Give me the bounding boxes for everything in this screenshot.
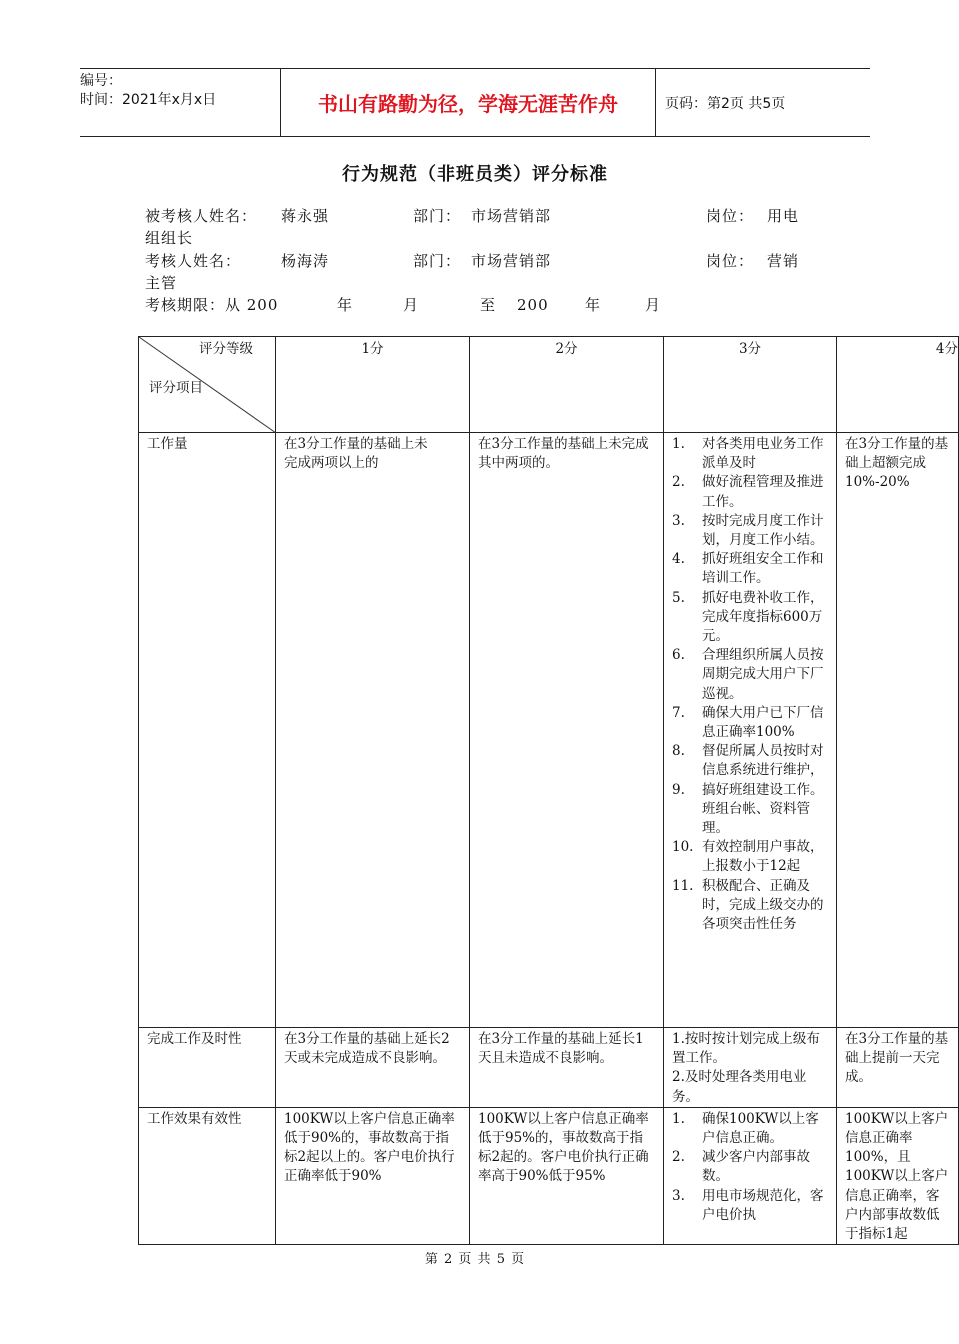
assessee-label: 被考核人姓名：: [145, 207, 258, 225]
assessor-label: 考核人姓名：: [145, 252, 242, 270]
header-score-2: 2分: [470, 337, 664, 433]
list-item: 6. 合理组织所属人员按周期完成大用户下厂巡视。: [672, 647, 824, 702]
item-label: 完成工作及时性: [139, 1028, 276, 1108]
score-1-cell: 在3分工作量的基础上延长2天或未完成造成不良影响。: [276, 1028, 470, 1108]
assessee-name: 蒋永强: [281, 207, 330, 225]
period-month: 月: [403, 296, 420, 314]
score-3-cell: [664, 433, 837, 1028]
score-1-cell: [276, 433, 470, 1028]
post-2b: 主管: [145, 274, 178, 292]
list-item: 8. 督促所属人员按时对信息系统进行维护，: [672, 743, 824, 779]
list-item: 4. 抓好班组安全工作和培训工作。: [672, 551, 824, 587]
period-label: 考核期限：从 200: [145, 296, 279, 314]
criteria-list: [672, 1110, 828, 1225]
header-score-1: 1分: [276, 337, 470, 433]
table-row: [139, 1107, 959, 1244]
list-item: 1. 确保100KW以上客户信息正确。: [672, 1110, 819, 1147]
item-label: 工作量: [139, 433, 276, 1028]
criteria-line: 1.按时按计划完成上级布置工作。: [672, 1031, 820, 1067]
score-2-cell: 在3分工作量的基础上未完成其中两项的。: [470, 433, 664, 1028]
post-1a: 用电: [767, 207, 800, 225]
period-year2: 年: [585, 296, 602, 314]
dept-label-1: 部门：: [413, 207, 462, 225]
score-2-cell: 在3分工作量的基础上延长1天且未造成不良影响。: [470, 1028, 664, 1108]
table-row: [139, 1028, 959, 1108]
header-score-4: 4分: [837, 337, 959, 433]
table-row: [139, 433, 959, 1028]
score-2-cell: 100KW以上客户信息正确率低于95%的，事故数高于指标2起的。客户电价执行正确率高于90%低于95%: [470, 1107, 664, 1244]
period-year: 年: [337, 296, 354, 314]
number-label: 编号：: [80, 73, 122, 89]
page-label: 页码：第2页 共5页: [665, 95, 786, 112]
document-title: 行为规范（非班员类）评分标准: [342, 164, 608, 185]
list-item: 1. 对各类用电业务工作派单及时: [672, 436, 824, 472]
list-item: 5. 抓好电费补收工作，完成年度指标600万元。: [672, 589, 824, 645]
list-item: 9. 搞好班组建设工作。班组台帐、资料管理。: [672, 781, 824, 837]
table-header-row: [139, 337, 959, 433]
list-item: 7. 确保大用户已下厂信息正确率100%: [672, 704, 824, 741]
period-month2: 月: [645, 296, 662, 314]
post-label-1: 岗位：: [706, 207, 755, 225]
header-score-3: 3分: [664, 337, 837, 433]
scoring-table: [138, 336, 959, 1245]
score-3-cell: [664, 1028, 837, 1108]
list-item: 3. 按时完成月度工作计划，月度工作小结。: [672, 512, 824, 549]
list-item: 3. 用电市场规范化，客户电价执: [672, 1187, 824, 1223]
list-item: 2. 减少客户内部事故数。: [672, 1149, 810, 1185]
header-meta: [80, 69, 280, 139]
score-4-cell: 在3分工作量的基础上超额完成10%-20%: [837, 433, 959, 1028]
item-label: 工作效果有效性: [139, 1107, 276, 1244]
score-1-line: 在3分工作量的基础上未: [284, 436, 428, 452]
period-to: 至: [480, 296, 497, 314]
list-item: 2. 做好流程管理及推进工作。: [672, 474, 824, 510]
dept-2: 市场营销部: [471, 252, 552, 270]
corner-cell: [139, 337, 276, 433]
post-2a: 营销: [767, 252, 800, 270]
criteria-list: [672, 435, 828, 934]
score-1-line: 完成两项以上的: [284, 455, 379, 472]
criteria-line: 2.及时处理各类用电业务。: [672, 1069, 807, 1105]
page-header: [80, 68, 870, 137]
post-1b: 组组长: [145, 229, 194, 247]
score-4-cell: 在3分工作量的基础上提前一天完成。: [837, 1028, 959, 1108]
list-item: 10. 有效控制用户事故，上报数小于12起: [672, 839, 824, 875]
motto: 书山有路勤为径，学海无涯苦作舟: [280, 69, 656, 136]
dept-label-2: 部门：: [413, 252, 462, 270]
score-3-cell: [664, 1107, 837, 1244]
corner-top-label: 评分等级: [199, 341, 253, 357]
post-label-2: 岗位：: [706, 252, 755, 270]
dept-1: 市场营销部: [471, 207, 552, 225]
score-1-cell: 100KW以上客户信息正确率低于90%的，事故数高于指标2起以上的。客户电价执行正确率低于90%: [276, 1107, 470, 1244]
page-footer: 第 2 页 共 5 页: [424, 1252, 526, 1267]
time-label: 时间：2021年x月x日: [80, 92, 217, 108]
score-4-cell: 100KW以上客户信息正确率100%，且100KW以上客户信息正确率，客户内部事故数低于指标1起: [837, 1107, 959, 1244]
assessor-name: 杨海涛: [281, 252, 330, 270]
list-item: 11. 积极配合、正确及时，完成上级交办的各项突击性任务: [672, 877, 824, 933]
period-200b: 200: [517, 296, 549, 314]
corner-bottom-label: 评分项目: [149, 380, 203, 396]
